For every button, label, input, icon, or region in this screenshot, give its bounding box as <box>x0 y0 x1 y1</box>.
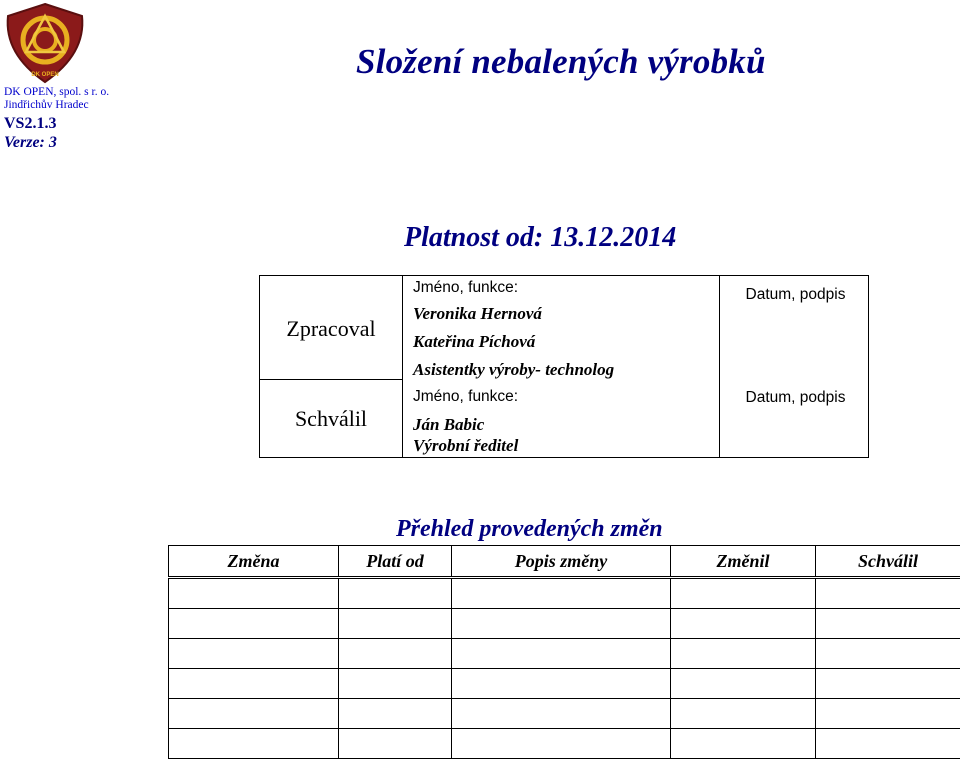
table-row <box>169 609 960 639</box>
company-city: Jindřichův Hradec <box>4 99 89 111</box>
table-cell <box>816 609 960 639</box>
prepared-name-2: Kateřina Píchová <box>413 332 536 351</box>
approved-function: Výrobní ředitel <box>413 436 519 455</box>
table-cell <box>452 609 671 639</box>
table-cell <box>452 578 671 609</box>
approved-name: Ján Babic <box>413 415 485 434</box>
header-changed-by: Změnil <box>671 546 816 578</box>
approved-sign-label: Datum, podpis <box>745 389 846 406</box>
table-cell <box>339 578 452 609</box>
document-title: Složení nebalených výrobků <box>356 42 766 81</box>
table-cell <box>671 609 816 639</box>
table-cell <box>339 729 452 759</box>
company-info <box>4 86 109 152</box>
table-cell <box>169 578 339 609</box>
changes-table <box>168 545 960 759</box>
document-code: VS2.1.3 <box>4 115 57 132</box>
svg-text:DK OPEN: DK OPEN <box>31 72 59 78</box>
table-cell <box>452 699 671 729</box>
table-cell <box>671 699 816 729</box>
table-cell <box>452 729 671 759</box>
table-cell <box>169 609 339 639</box>
prepared-field-label: Jméno, funkce: <box>413 279 519 296</box>
table-cell <box>169 699 339 729</box>
table-cell <box>452 639 671 669</box>
table-cell <box>339 639 452 669</box>
table-cell <box>816 729 960 759</box>
table-cell <box>169 729 339 759</box>
table-cell <box>169 669 339 699</box>
table-row <box>169 669 960 699</box>
table-row <box>169 639 960 669</box>
table-cell <box>671 639 816 669</box>
role-prepared: Zpracoval <box>286 316 376 341</box>
approval-table <box>259 275 869 458</box>
company-name: DK OPEN, spol. s r. o. <box>4 86 110 98</box>
changes-header-row <box>169 546 960 578</box>
header-change: Změna <box>169 546 339 578</box>
approved-field-label: Jméno, funkce: <box>413 388 519 405</box>
table-cell <box>169 639 339 669</box>
table-cell <box>671 578 816 609</box>
prepared-name-1: Veronika Hernová <box>413 304 542 323</box>
table-cell <box>816 578 960 609</box>
document-version: Verze: 3 <box>4 134 57 151</box>
prepared-function: Asistentky výroby- technolog <box>413 360 615 379</box>
header-description: Popis změny <box>452 546 671 578</box>
table-cell <box>671 669 816 699</box>
header-approved-by: Schválil <box>816 546 960 578</box>
table-cell <box>339 699 452 729</box>
table-cell <box>339 609 452 639</box>
table-cell <box>816 639 960 669</box>
header-valid-from: Platí od <box>339 546 452 578</box>
table-cell <box>339 669 452 699</box>
company-logo <box>2 2 88 84</box>
validity-date: Platnost od: 13.12.2014 <box>404 222 677 253</box>
table-cell <box>816 669 960 699</box>
role-approved: Schválil <box>294 406 368 431</box>
table-row <box>169 578 960 609</box>
table-cell <box>816 699 960 729</box>
table-cell <box>671 729 816 759</box>
prepared-sign-label: Datum, podpis <box>745 286 846 303</box>
table-row <box>169 729 960 759</box>
table-cell <box>452 669 671 699</box>
changes-title: Přehled provedených změn <box>396 516 663 542</box>
table-row <box>169 699 960 729</box>
